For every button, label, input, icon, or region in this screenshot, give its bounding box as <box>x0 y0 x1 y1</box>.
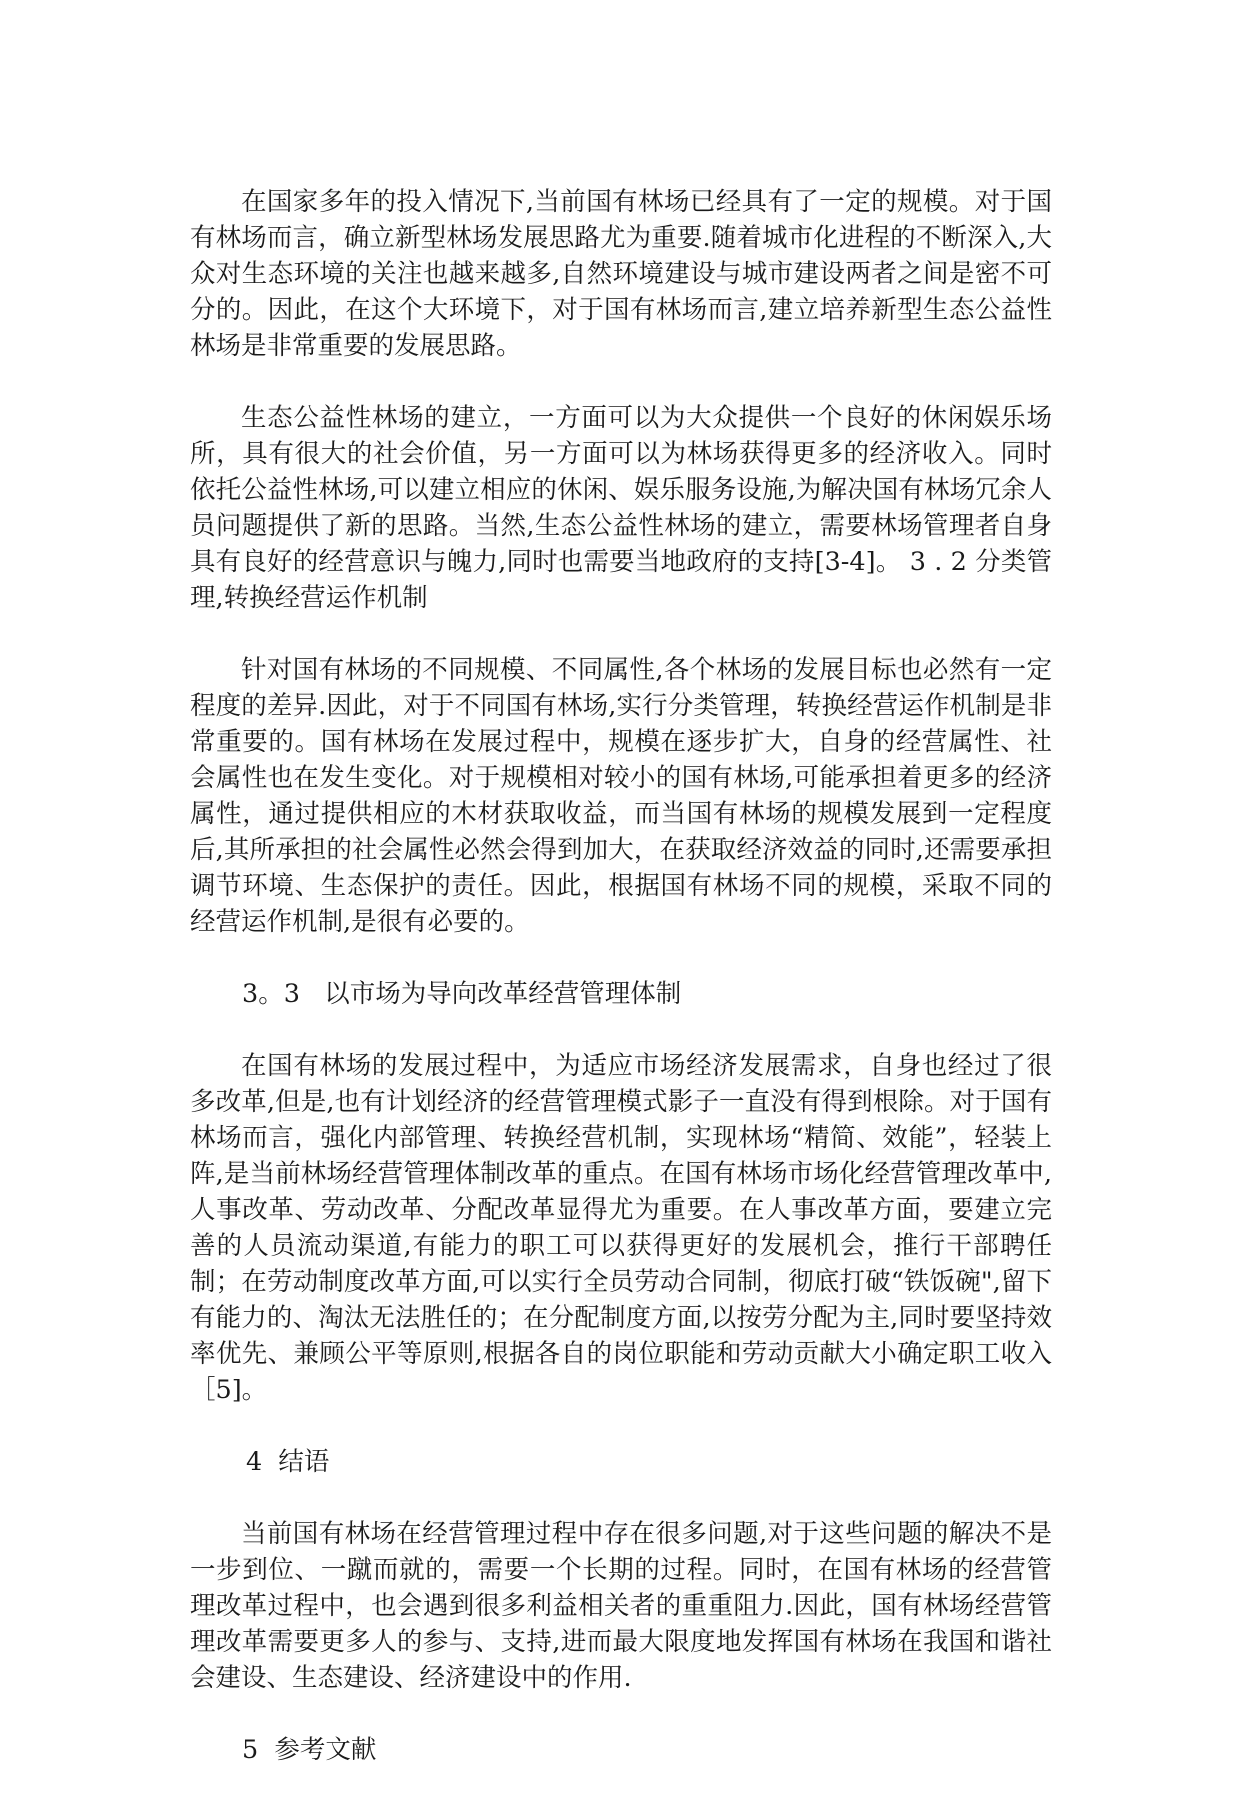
section-heading-3-3: 3。3 以市场为导向改革经营管理体制 <box>242 979 682 1009</box>
paragraph-conclusion: 当前国有林场在经营管理过程中存在很多问题,对于这些问题的解决不是一步到位、一蹴而就的，需要一个长期的过程。同时，在国有林场的经营管理改革过程中，也会遇到很多利益相关者的重重阻力.因此，国有林场经营管理改革需要更多人的参与、支持,进而最大限度地发挥国有林场在我国和谐社会建设、生态建设、经济建设中的作用. <box>190 1519 1052 1693</box>
paragraph-forest-scale: 在国家多年的投入情况下,当前国有林场已经具有了一定的规模。对于国有林场而言，确立新型林场发展思路尤为重要.随着城市化进程的不断深入,大众对生态环境的关注也越来越多,自然环境建设与城市建设两者之间是密不可分的。因此，在这个大环境下，对于国有林场而言,建立培养新型生态公益性林场是非常重要的发展思路。 <box>190 187 1052 361</box>
paragraph-public-welfare-forest: 生态公益性林场的建立，一方面可以为大众提供一个良好的休闲娱乐场所，具有很大的社会价值，另一方面可以为林场获得更多的经济收入。同时依托公益性林场,可以建立相应的休闲、娱乐服务设施,为解决国有林场冗余人员问题提供了新的思路。当然,生态公益性林场的建立，需要林场管理者自身具有良好的经营意识与魄力,同时也需要当地政府的支持[3-4]。 3 . 2 分类管理,转换经营运作机制 <box>190 403 1052 613</box>
document-body <box>190 184 1052 1804</box>
paragraph-classified-management: 针对国有林场的不同规模、不同属性,各个林场的发展目标也必然有一定程度的差异.因此，对于不同国有林场,实行分类管理，转换经营运作机制是非常重要的。国有林场在发展过程中，规模在逐步扩大，自身的经营属性、社会属性也在发生变化。对于规模相对较小的国有林场,可能承担着更多的经济属性，通过提供相应的木材获取收益，而当国有林场的规模发展到一定程度后,其所承担的社会属性必然会得到加大，在获取经济效益的同时,还需要承担调节环境、生态保护的责任。因此，根据国有林场不同的规模，采取不同的经营运作机制,是很有必要的。 <box>190 655 1052 937</box>
section-heading-conclusion: 4 结语 <box>246 1447 330 1477</box>
paragraph-market-reform: 在国有林场的发展过程中，为适应市场经济发展需求，自身也经过了很多改革,但是,也有计划经济的经营管理模式影子一直没有得到根除。对于国有林场而言，强化内部管理、转换经营机制，实现林场“精简、效能”，轻装上阵,是当前林场经营管理体制改革的重点。在国有林场市场化经营管理改革中,人事改革、劳动改革、分配改革显得尤为重要。在人事改革方面，要建立完善的人员流动渠道,有能力的职工可以获得更好的发展机会，推行干部聘任制；在劳动制度改革方面,可以实行全员劳动合同制，彻底打破“铁饭碗",留下有能力的、淘汰无法胜任的；在分配制度方面,以按劳分配为主,同时要坚持效率优先、兼顾公平等原则,根据各自的岗位职能和劳动贡献大小确定职工收入［5]。 <box>190 1051 1052 1405</box>
section-heading-references: 5 参考文献 <box>242 1735 377 1765</box>
